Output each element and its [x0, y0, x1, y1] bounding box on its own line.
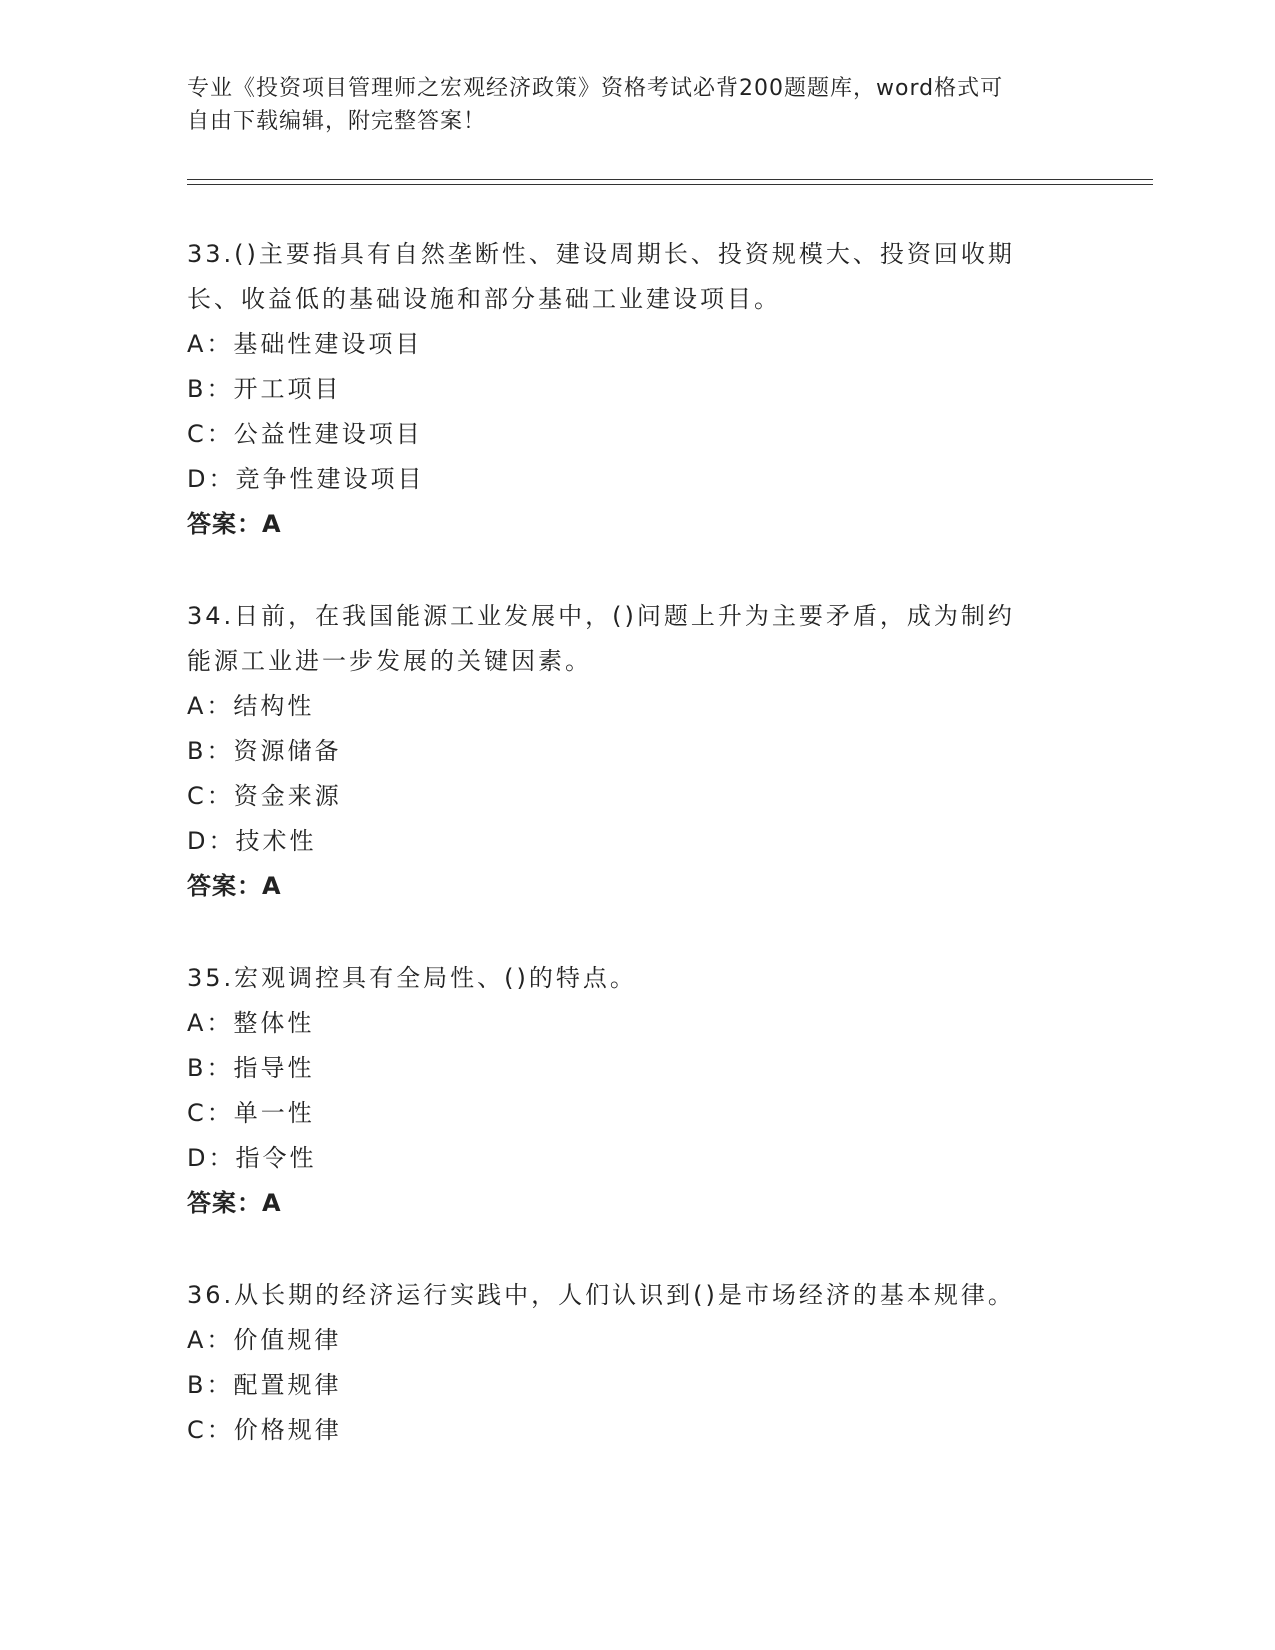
option-d: D：指令性 — [187, 1144, 317, 1172]
question-text — [187, 232, 1087, 322]
answer-label: 答案：A — [187, 510, 282, 538]
question-text-line: 能源工业进一步发展的关键因素。 — [187, 647, 592, 675]
option-b: B：配置规律 — [187, 1371, 342, 1399]
header-divider-bottom — [187, 184, 1153, 185]
question-spacer — [187, 909, 1087, 956]
question-text — [187, 1273, 1087, 1318]
option-b: B：资源储备 — [187, 737, 342, 765]
option-c: C：公益性建设项目 — [187, 420, 423, 448]
question-text — [187, 594, 1087, 684]
question-spacer — [187, 547, 1087, 594]
question-text-line: 33.()主要指具有自然垄断性、建设周期长、投资规模大、投资回收期 — [187, 240, 1015, 268]
question-35 — [187, 956, 1087, 1226]
question-33 — [187, 232, 1087, 547]
header-divider-top — [187, 179, 1153, 180]
option-c: C：价格规律 — [187, 1416, 342, 1444]
question-text-line: 35.宏观调控具有全局性、()的特点。 — [187, 964, 637, 992]
question-text-line: 34.日前，在我国能源工业发展中，()问题上升为主要矛盾，成为制约 — [187, 602, 1015, 630]
option-a: A：整体性 — [187, 1009, 315, 1037]
option-d: D：技术性 — [187, 827, 317, 855]
question-34 — [187, 594, 1087, 909]
header-line-1: 专业《投资项目管理师之宏观经济政策》资格考试必背200题题库，word格式可 — [187, 76, 1004, 101]
option-b: B：开工项目 — [187, 375, 342, 403]
answer-label: 答案：A — [187, 872, 282, 900]
answer-label: 答案：A — [187, 1189, 282, 1217]
question-text-line: 长、收益低的基础设施和部分基础工业建设项目。 — [187, 285, 781, 313]
header-line-2: 自由下载编辑，附完整答案！ — [187, 109, 487, 134]
question-text — [187, 956, 1087, 1001]
option-c: C：资金来源 — [187, 782, 342, 810]
option-c: C：单一性 — [187, 1099, 315, 1127]
question-spacer — [187, 1226, 1087, 1273]
option-b: B：指导性 — [187, 1054, 315, 1082]
document-header — [187, 72, 1087, 138]
option-d: D：竞争性建设项目 — [187, 465, 425, 493]
question-36 — [187, 1273, 1087, 1453]
question-text-line: 36.从长期的经济运行实践中，人们认识到()是市场经济的基本规律。 — [187, 1281, 1015, 1309]
option-a: A：结构性 — [187, 692, 315, 720]
option-a: A：基础性建设项目 — [187, 330, 423, 358]
question-list — [187, 232, 1087, 1453]
option-a: A：价值规律 — [187, 1326, 342, 1354]
